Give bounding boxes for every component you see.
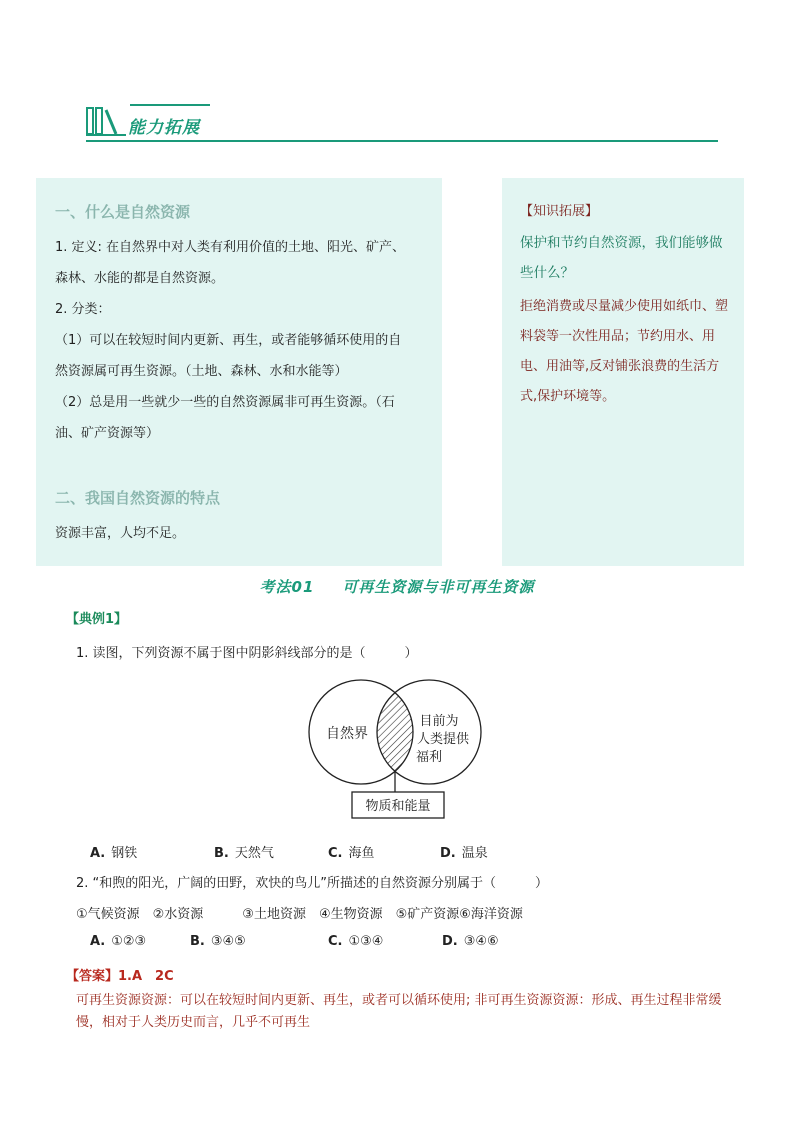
option-letter: B.: [214, 846, 229, 861]
venn-right-label: 人类提供: [416, 732, 470, 747]
q2-option-d: [442, 934, 499, 949]
q2-option-a: [90, 934, 146, 949]
venn-left-label: 自然界: [326, 726, 368, 742]
section1-line: 1. 定义: 在自然界中对人类有利用价值的土地、阳光、矿产、: [55, 240, 406, 255]
kaofa-title: [0, 576, 794, 597]
knowledge-title: 【知识拓展】: [520, 204, 599, 219]
venn-box-label: 物质和能量: [365, 799, 431, 814]
section1-line: 然资源属可再生资源。（土地、森林、水和水能等）: [55, 364, 348, 379]
section2-body: 资源丰富，人均不足。: [55, 526, 186, 541]
section1-line: 油、矿产资源等）: [55, 426, 160, 441]
header-title: 能力拓展: [128, 118, 200, 138]
section1-line: 森林、水能的都是自然资源。: [55, 271, 225, 286]
section1-line: （2）总是用一些就少一些的自然资源属非可再生资源。（石: [55, 395, 395, 410]
answer-explanation: 可再生资源资源：可以在较短时间内更新、再生，或者可以循环使用; 非可再生资源资源：形成、再生过程非常缓慢，相对于人类历史而言，几乎不可再生: [76, 993, 722, 1030]
option-letter: D.: [442, 934, 458, 949]
venn-right-label: 福利: [415, 750, 443, 765]
question-1: 1. 读图，下列资源不属于图中阴影斜线部分的是（ ）: [76, 646, 418, 661]
books-icon: [86, 106, 126, 136]
answer-label: 【答案】: [66, 969, 119, 984]
option-letter: C.: [328, 846, 343, 861]
option-text: ③④⑤: [210, 934, 246, 949]
venn-right-label: 目前为: [419, 714, 459, 729]
q1-option-b: [214, 842, 274, 861]
q1-option-d: [440, 842, 488, 861]
option-letter: A.: [90, 934, 106, 949]
question-2-list: ①气候资源 ②水资源 ③土地资源 ④生物资源 ⑤矿产资源⑥海洋资源: [76, 907, 523, 922]
option-letter: B.: [190, 934, 205, 949]
venn-diagram: [305, 676, 485, 824]
kaofa-number: 考法01: [259, 578, 315, 596]
option-letter: A.: [90, 846, 106, 861]
header-rule: [86, 140, 718, 142]
q1-option-a: [90, 842, 137, 861]
knowledge-question: 保护和节约自然资源，我们能够做些什么？: [520, 235, 723, 281]
knowledge-answer: 拒绝消费或尽量减少使用如纸巾、塑料袋等一次性用品；节约用水、用电、用油等,反对铺张浪费的生活方式,保护环境等。: [520, 299, 729, 404]
question-2: 2. “和煦的阳光，广阔的田野，欢快的鸟儿”所描述的自然资源分别属于（ ）: [76, 876, 549, 891]
answer-line: [66, 965, 174, 984]
q1-option-c: [328, 842, 375, 861]
section1-title: 一、什么是自然资源: [55, 203, 191, 221]
section1-line: 2. 分类：: [55, 302, 111, 317]
header-top-rule: [130, 104, 210, 106]
answer-value: 1.A 2C: [118, 969, 174, 984]
section1-body: [55, 232, 427, 449]
q2-option-c: [328, 934, 383, 949]
section2-title: 二、我国自然资源的特点: [55, 489, 221, 507]
option-text: ③④⑥: [463, 934, 499, 949]
option-text: 海鱼: [348, 846, 375, 861]
section1-line: （1）可以在较短时间内更新、再生，或者能够循环使用的自: [55, 333, 402, 348]
example-label: 【典例1】: [66, 612, 128, 627]
option-letter: D.: [440, 846, 456, 861]
kaofa-name: 可再生资源与非可再生资源: [342, 578, 535, 596]
option-text: 温泉: [461, 846, 488, 861]
option-text: 天然气: [234, 846, 274, 861]
option-text: ①③④: [348, 934, 384, 949]
q2-option-b: [190, 934, 246, 949]
option-text: ①②③: [111, 934, 147, 949]
option-letter: C.: [328, 934, 343, 949]
option-text: 钢铁: [111, 846, 138, 861]
